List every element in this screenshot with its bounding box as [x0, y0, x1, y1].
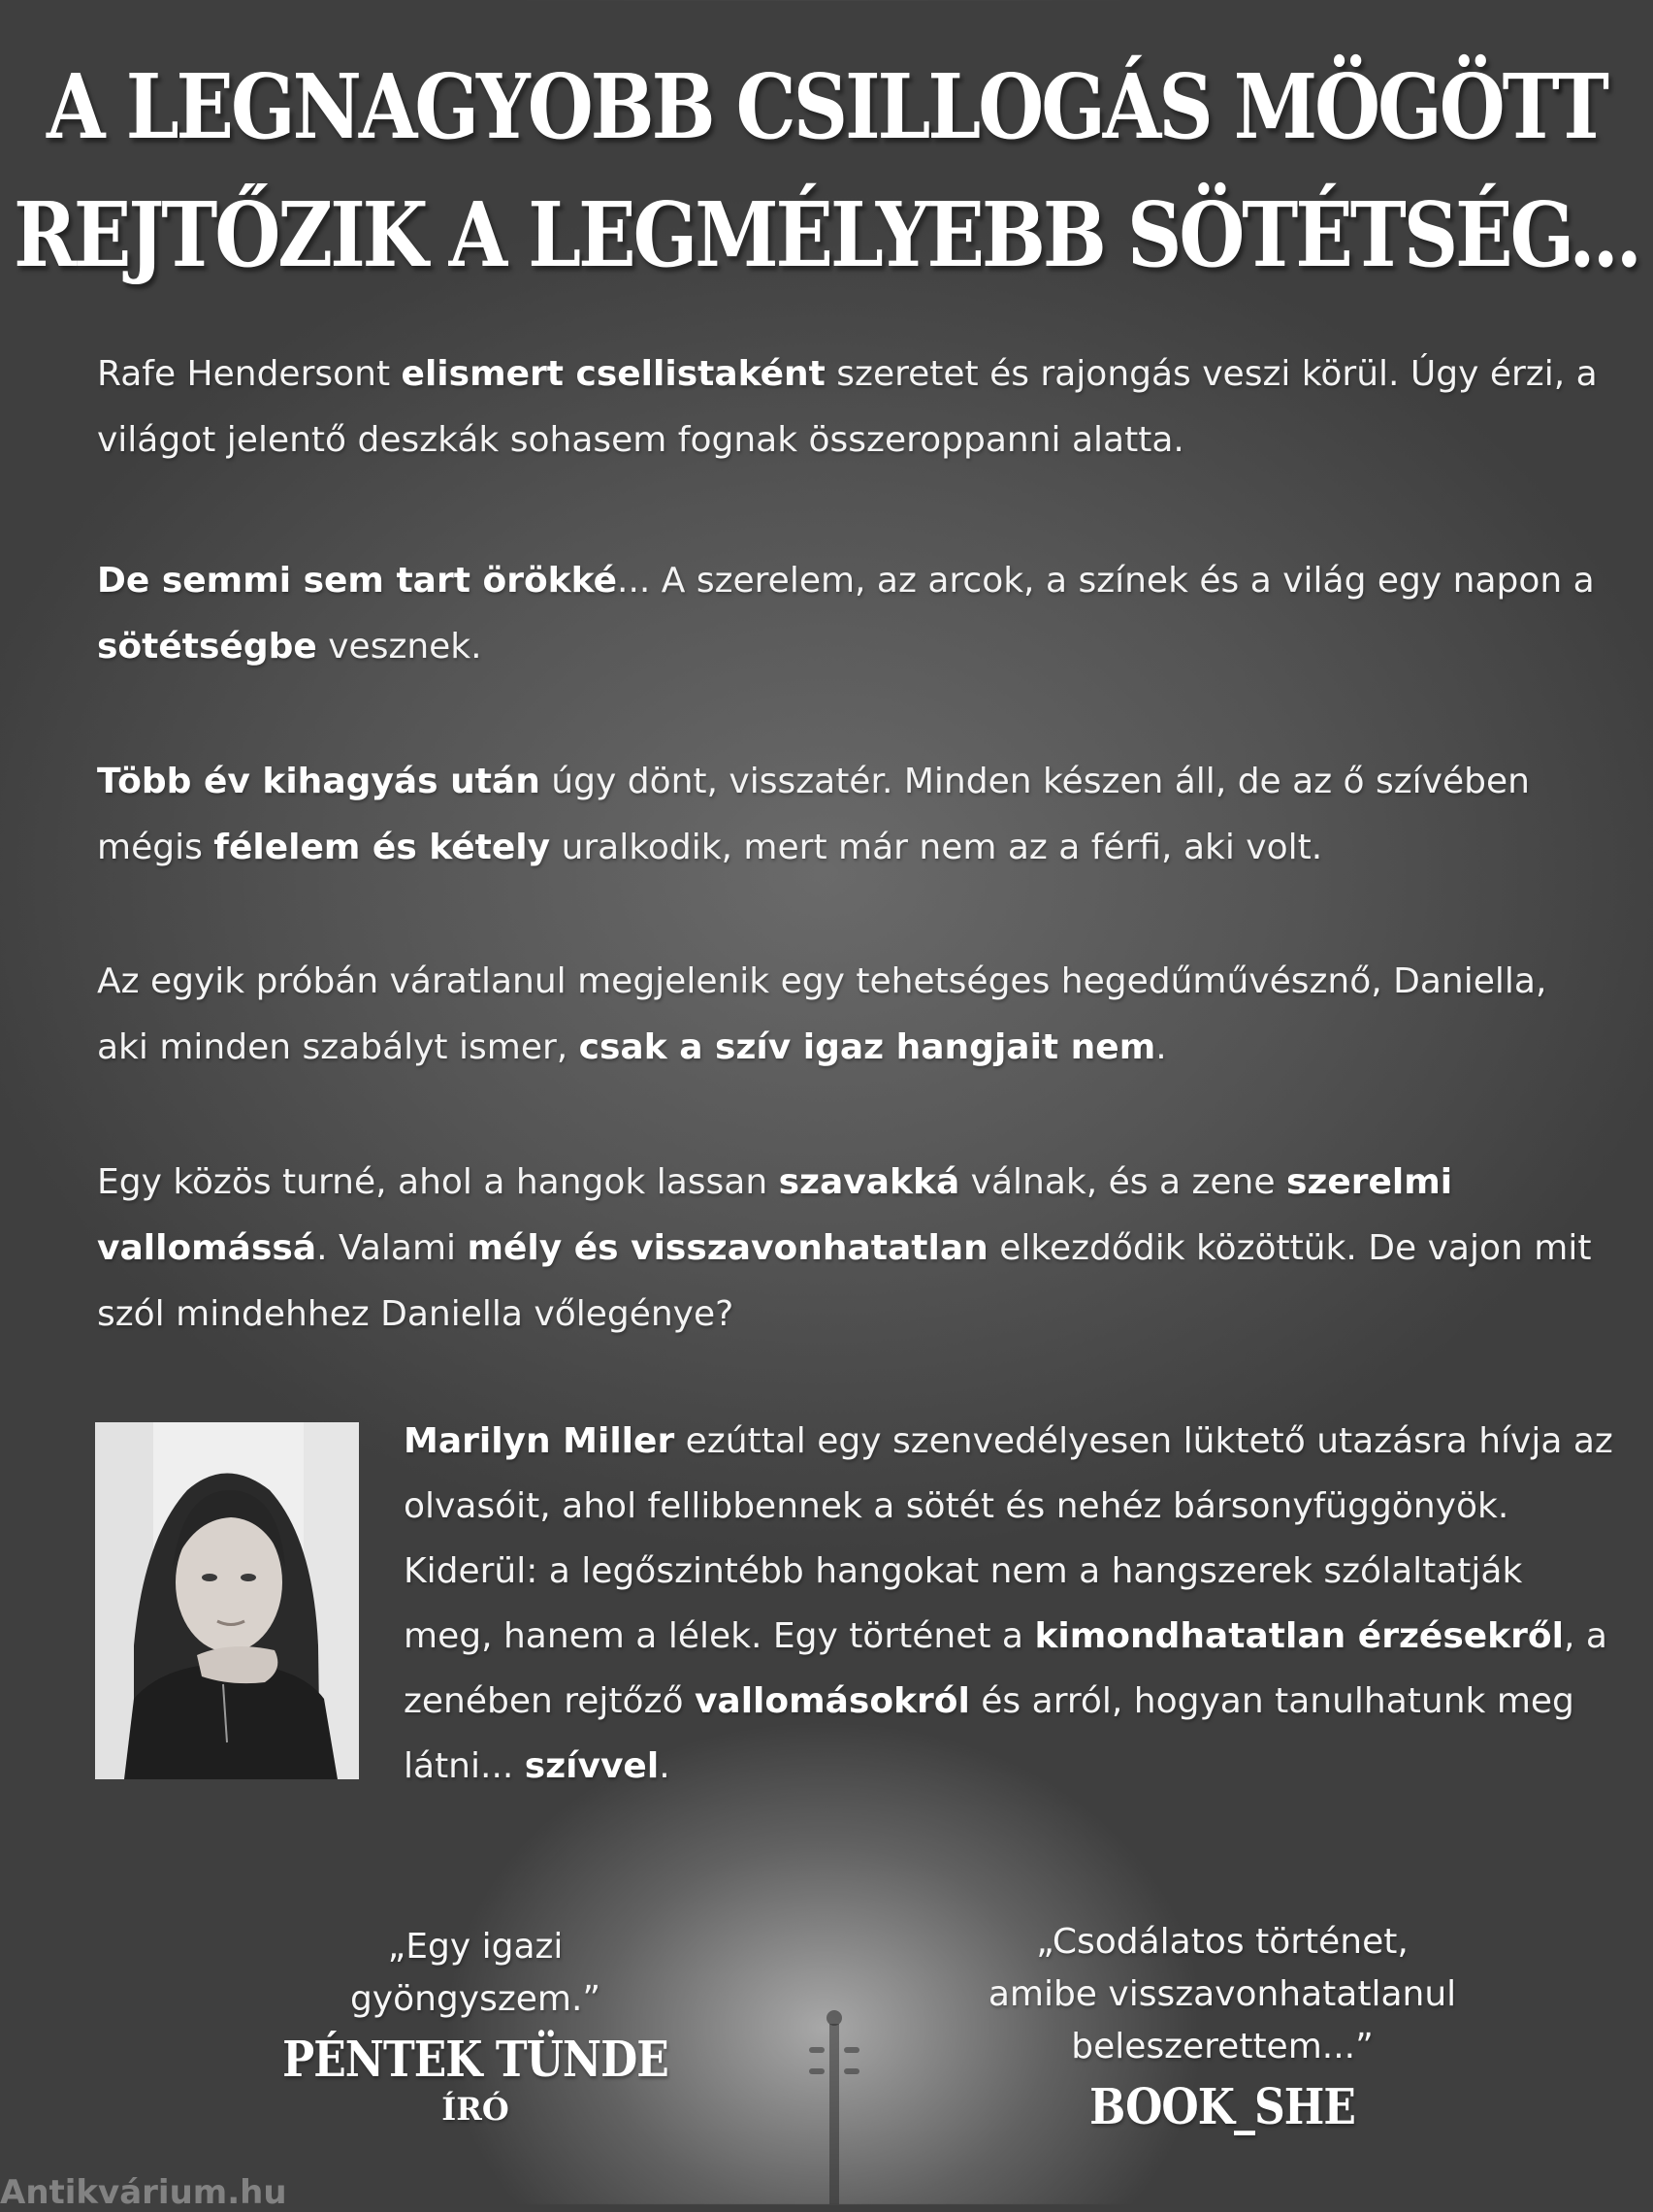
paragraph-5 — [97, 1150, 1601, 1348]
author-bio-bold-3: szívvel — [524, 1746, 660, 1786]
paragraph-3 — [97, 749, 1601, 881]
author-portrait-illustration — [95, 1422, 359, 1779]
endorsement-left — [252, 1921, 698, 2129]
paragraph-5-bold-b: szavakká — [778, 1162, 960, 1202]
headline — [0, 44, 1653, 300]
paragraph-2 — [97, 548, 1601, 680]
headline-line-1: A LEGNAGYOBB CSILLOGÁS MÖGÖTT — [47, 54, 1606, 160]
author-name: Marilyn Miller — [404, 1421, 675, 1461]
paragraph-5-text-e: . Valami — [316, 1228, 468, 1268]
paragraph-5-text-c: válnak, és a zene — [959, 1162, 1286, 1202]
endorsement-right — [922, 1916, 1523, 2137]
paragraph-1-text-a: Rafe Hendersont — [97, 354, 402, 394]
author-bio-text-2: , a zenében rejtőző — [404, 1616, 1607, 1721]
author-bio-bold-2: vallomásokról — [694, 1681, 970, 1721]
author-bio-text-3: és arról, hogyan tanulhatunk meg látni... — [404, 1681, 1574, 1786]
author-bio-text-1: ezúttal egy szenvedélyesen lüktető utazásra hívja az olvasóit, ahol fellibbennek a sötét és nehéz bársonyfüggönyök. Kiderül: a legőszintébb hangokat nem a hangszerek szólaltatják meg, hanem a lélek. Egy történet a — [404, 1421, 1613, 1656]
endorsement-right-name: BOOK_SHE — [1089, 2079, 1355, 2136]
author-bio — [404, 1409, 1616, 1799]
headline-line-2: REJTŐZIK A LEGMÉLYEBB SÖTÉTSÉG... — [14, 182, 1639, 288]
paragraph-4-text-c: . — [1155, 1027, 1167, 1067]
paragraph-2-text-b: ... A szerelem, az arcok, a színek és a világ egy napon a — [617, 561, 1595, 601]
endorsement-left-name: PÉNTEK TÜNDE — [282, 2032, 668, 2089]
paragraph-4-bold-b: csak a szív igaz hangjait nem — [578, 1027, 1156, 1067]
paragraph-1 — [97, 342, 1601, 473]
paragraph-4-text-a: Az egyik próbán váratlanul megjelenik egy tehetséges hegedűművésznő, Daniella, aki minden szabályt ismer, — [97, 961, 1547, 1067]
author-bio-bold-1: kimondhatatlan érzésekről — [1034, 1616, 1564, 1656]
endorsement-left-role: ÍRÓ — [441, 2091, 509, 2128]
paragraph-3-text-d: uralkodik, mert már nem az a férfi, aki volt. — [550, 828, 1323, 867]
endorsement-left-line-2: gyöngyszem.” — [349, 1979, 601, 2019]
author-photo — [95, 1422, 359, 1779]
paragraph-2-bold-a: De semmi sem tart örökké — [97, 561, 618, 601]
paragraph-5-bold-d: szerelmi vallomássá — [97, 1162, 1453, 1268]
paragraph-5-text-g: elkezdődik közöttük. De vajon mit szól mindehhez Daniella vőlegénye? — [97, 1228, 1592, 1334]
paragraph-5-text-a: Egy közös turné, ahol a hangok lassan — [97, 1162, 779, 1202]
cello-scroll-illustration — [795, 2008, 873, 2204]
paragraph-2-text-d: vesznek. — [316, 627, 482, 667]
paragraph-1-text-c: szeretet és rajongás veszi körül. Úgy érzi, a világot jelentő deszkák sohasem fognak összeroppanni alatta. — [97, 354, 1598, 460]
endorsement-right-line-3: beleszerettem...” — [1071, 2027, 1374, 2066]
endorsement-right-line-2: amibe visszavonhatatlanul — [988, 1974, 1457, 2014]
paragraph-3-bold-c: félelem és kétely — [213, 828, 551, 867]
endorsement-right-line-1: „Csodálatos történet, — [1036, 1922, 1409, 1962]
paragraph-3-bold-a: Több év kihagyás után — [97, 762, 540, 801]
paragraph-4 — [97, 949, 1601, 1081]
paragraph-3-text-b: úgy dönt, visszatér. Minden készen áll, de az ő szívében mégis — [97, 762, 1530, 867]
paragraph-2-bold-c: sötétségbe — [97, 627, 317, 667]
author-bio-text-4: . — [659, 1746, 670, 1786]
watermark: Antikvárium.hu — [0, 2173, 287, 2212]
endorsement-left-line-1: „Egy igazi — [387, 1927, 564, 1967]
paragraph-5-bold-f: mély és visszavonhatatlan — [467, 1228, 989, 1268]
paragraph-1-bold: elismert csellistaként — [401, 354, 826, 394]
